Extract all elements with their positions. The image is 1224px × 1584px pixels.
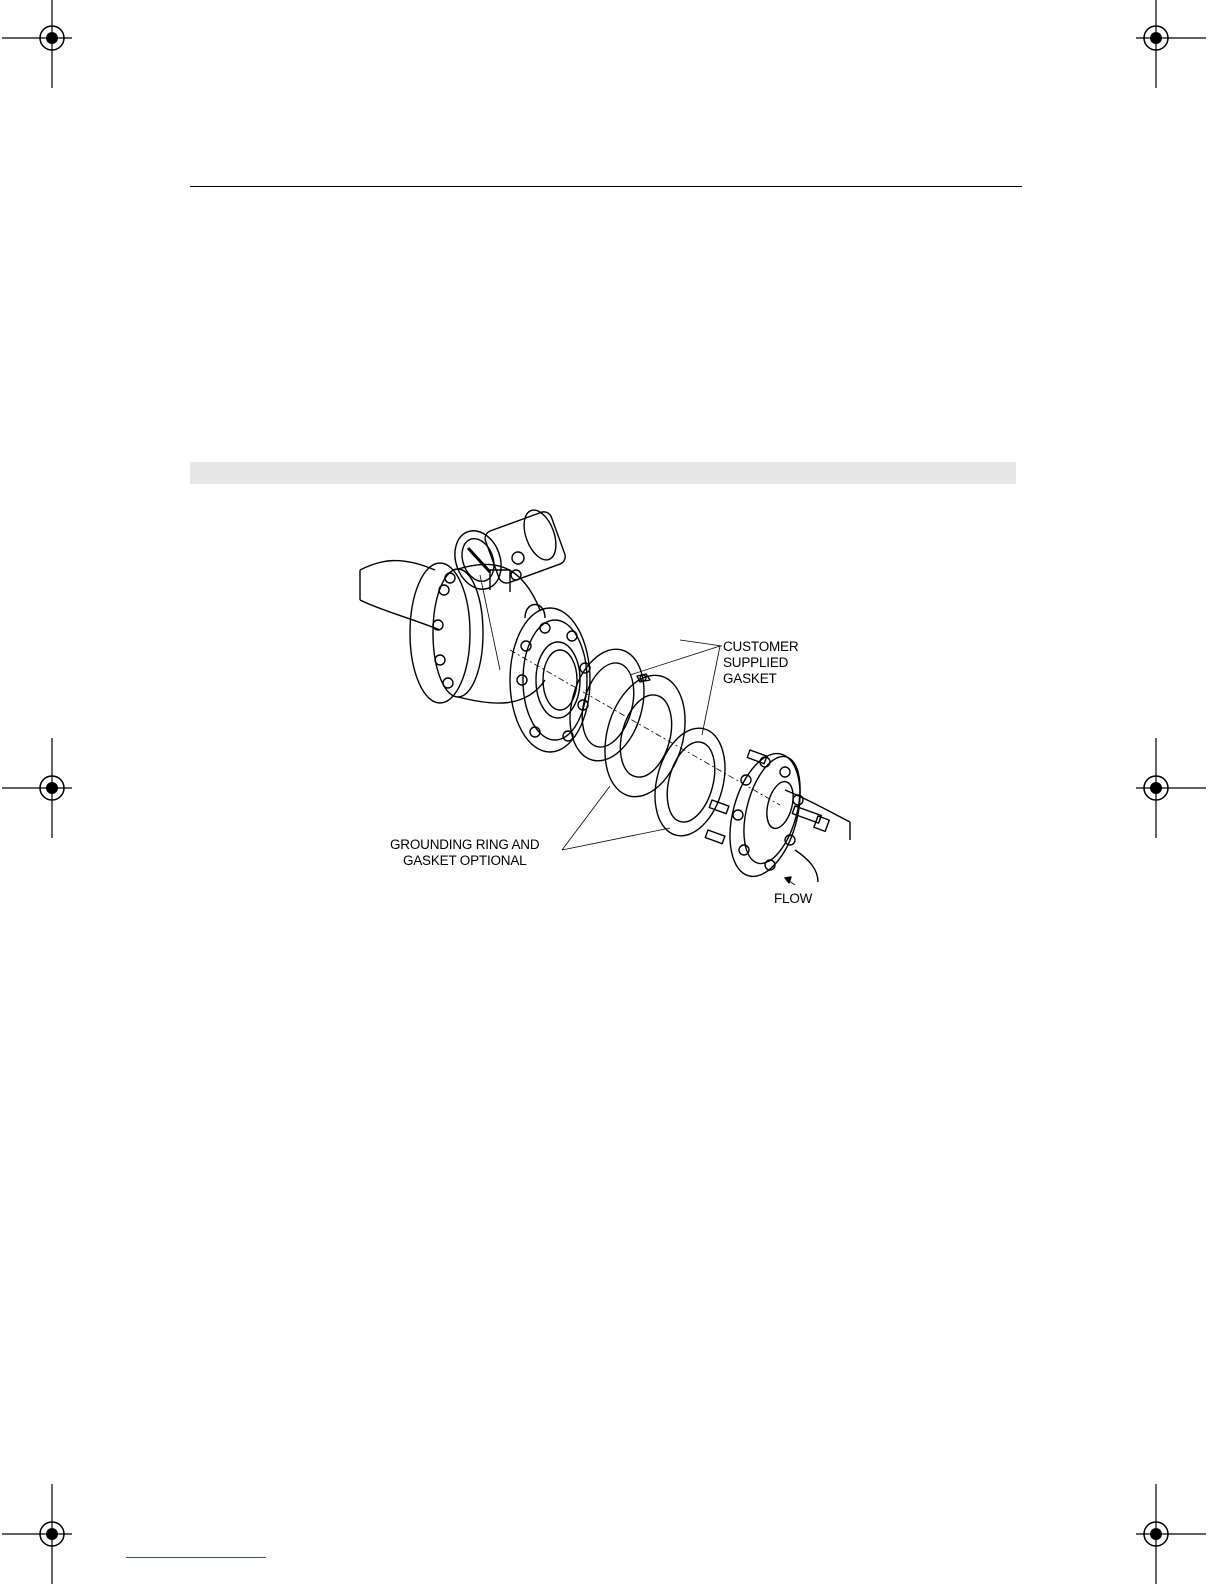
registration-mark-top-left — [2, 0, 102, 88]
registration-mark-middle-left — [2, 738, 102, 838]
footer-link-underline[interactable] — [126, 1557, 266, 1558]
callout-flow: FLOW — [774, 891, 813, 906]
callout-line: SUPPLIED — [723, 655, 789, 670]
callout-line: GROUNDING RING AND — [390, 837, 540, 852]
registration-mark-bottom-left — [2, 1484, 102, 1584]
callout-grounding-ring — [390, 837, 539, 869]
callout-line: GASKET — [723, 671, 777, 686]
registration-mark-middle-right — [1106, 738, 1206, 838]
registration-mark-bottom-right — [1106, 1484, 1206, 1584]
callout-line: GASKET OPTIONAL — [402, 853, 527, 868]
callout-line: CUSTOMER — [723, 639, 799, 654]
header-rule — [190, 186, 1022, 187]
figure-caption-bar — [190, 462, 1016, 484]
callout-customer-supplied-gasket — [723, 639, 798, 687]
registration-mark-top-right — [1106, 0, 1206, 88]
